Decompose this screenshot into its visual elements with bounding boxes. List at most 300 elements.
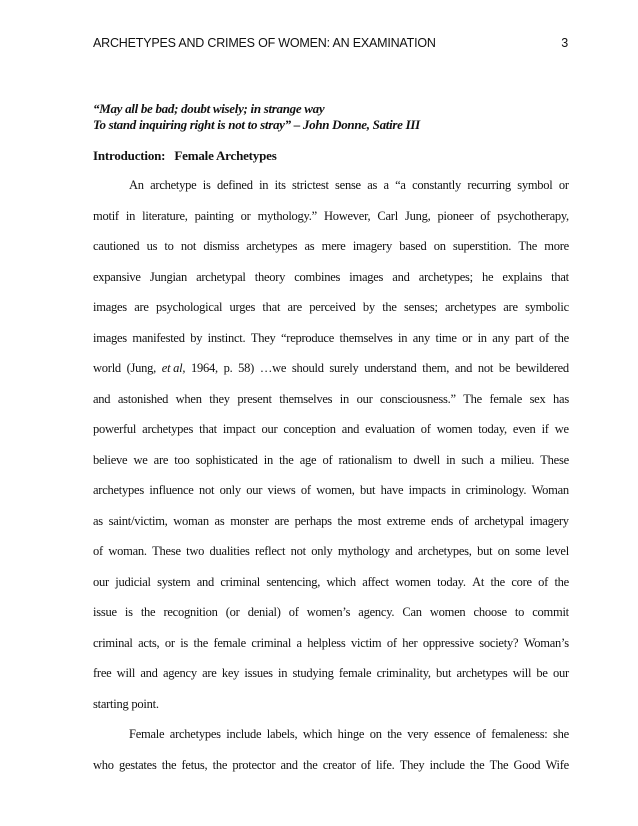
word: protector xyxy=(232,757,276,772)
word: They xyxy=(399,757,425,772)
word: influence xyxy=(149,483,194,497)
word: the xyxy=(382,300,397,314)
word: are xyxy=(134,300,149,314)
word: the xyxy=(337,513,353,528)
epigraph xyxy=(93,101,573,133)
word: of xyxy=(458,513,469,528)
word: motif xyxy=(93,208,119,223)
word: that xyxy=(262,300,281,314)
word: woman xyxy=(173,513,209,528)
word: criminality, xyxy=(376,666,431,680)
word: or xyxy=(240,208,251,223)
word: criminology. xyxy=(465,483,527,497)
word: system xyxy=(157,574,191,589)
word: the xyxy=(140,605,156,619)
word: woman. xyxy=(108,544,147,558)
word: These xyxy=(152,544,181,558)
word: the xyxy=(490,574,505,589)
word: expansive xyxy=(93,269,141,284)
word: criminal xyxy=(251,635,292,650)
word: recurring xyxy=(467,178,511,192)
word: include xyxy=(226,727,262,741)
word: dwell xyxy=(413,452,440,467)
body-line xyxy=(93,325,569,356)
word: acts, xyxy=(138,635,160,650)
word: archetypes; xyxy=(418,269,473,284)
word: Wife xyxy=(545,757,569,772)
word: views xyxy=(267,483,296,497)
word: saint/victim, xyxy=(108,513,168,528)
word: more xyxy=(544,239,569,253)
word: theory xyxy=(254,269,286,284)
word: are xyxy=(503,300,518,314)
word: if xyxy=(541,422,549,436)
word: of xyxy=(386,635,397,650)
word: understand xyxy=(364,361,417,375)
page-number: 3 xyxy=(561,36,568,50)
word: studying xyxy=(292,666,334,680)
word: and xyxy=(93,391,111,406)
word: women xyxy=(429,605,466,619)
word: pioneer xyxy=(437,208,474,223)
word: not xyxy=(199,483,215,497)
word: are xyxy=(274,513,289,528)
word: judicial xyxy=(115,574,151,589)
word: monster xyxy=(230,513,269,528)
word: and xyxy=(140,666,158,680)
word: 58) xyxy=(238,361,255,375)
word: psychological xyxy=(156,300,223,314)
word: which xyxy=(326,574,356,589)
word: as xyxy=(214,513,225,528)
word: when xyxy=(175,391,202,406)
word: An xyxy=(129,178,144,192)
word: and xyxy=(392,269,410,284)
word: not xyxy=(477,361,494,375)
word: any xyxy=(492,330,510,345)
word: explains xyxy=(502,269,543,284)
word: of xyxy=(93,544,103,558)
word: in xyxy=(278,666,288,680)
word: archetypes xyxy=(142,422,194,436)
word: milieu. xyxy=(500,452,535,467)
word: astonished xyxy=(117,391,169,406)
word: such xyxy=(461,452,484,467)
word: are xyxy=(287,300,302,314)
word: our xyxy=(261,422,278,436)
word: impacts xyxy=(408,483,446,497)
word: agency. xyxy=(358,605,395,619)
word: mere xyxy=(321,239,346,253)
word: the xyxy=(302,757,318,772)
body-line xyxy=(93,599,569,630)
word: choose xyxy=(473,605,507,619)
word: life. xyxy=(375,757,395,772)
word: superstition. xyxy=(452,239,512,253)
word: the xyxy=(279,452,294,467)
word: archetypes xyxy=(456,666,508,680)
word: archetypes xyxy=(445,300,496,314)
word: The xyxy=(463,391,482,406)
word: key xyxy=(221,666,240,680)
word: and xyxy=(196,574,214,589)
word: gestates xyxy=(118,757,157,772)
word: themselves xyxy=(279,391,333,406)
word: of xyxy=(538,574,549,589)
word: too xyxy=(174,452,190,467)
word: are xyxy=(202,666,217,680)
word: today, xyxy=(478,422,507,436)
word: imagery xyxy=(352,239,393,253)
word: rationalism xyxy=(338,452,392,467)
word: urges xyxy=(229,300,256,314)
word: manifested xyxy=(132,330,185,345)
word: The xyxy=(489,757,509,772)
word: sophisticated xyxy=(195,452,258,467)
word: is xyxy=(180,635,189,650)
word: society? xyxy=(479,635,519,650)
word: of xyxy=(300,483,311,497)
word: Can xyxy=(402,605,422,619)
body-line xyxy=(93,538,569,569)
word: defined xyxy=(216,178,253,192)
word: mythology.” xyxy=(257,208,317,223)
word: female xyxy=(213,635,246,650)
word: them, xyxy=(422,361,450,375)
word: and xyxy=(395,544,413,558)
word: have xyxy=(380,483,404,497)
word: essence xyxy=(433,727,471,741)
word: that xyxy=(551,269,569,284)
word: of xyxy=(360,757,371,772)
word: or xyxy=(558,178,569,192)
word: time xyxy=(435,330,457,345)
word: as xyxy=(367,178,378,192)
word: “a xyxy=(395,178,406,192)
word: in xyxy=(451,483,461,497)
word: believe xyxy=(93,452,128,467)
word: powerful xyxy=(93,422,137,436)
word: These xyxy=(540,452,569,467)
word: “reproduce xyxy=(280,330,335,345)
word: …we xyxy=(259,361,287,375)
word: archetypal xyxy=(474,513,524,528)
word: helpless xyxy=(307,635,346,650)
word: as xyxy=(93,513,103,528)
word: sex xyxy=(529,391,546,406)
word: but xyxy=(436,666,452,680)
word: of xyxy=(288,605,299,619)
body-line xyxy=(93,233,569,264)
word: even xyxy=(512,422,536,436)
word: they xyxy=(209,391,230,406)
word: psychotherapy, xyxy=(497,208,569,223)
word: or xyxy=(462,330,473,345)
word: she xyxy=(553,727,569,741)
word: based xyxy=(399,239,427,253)
word: bewildered xyxy=(515,361,569,375)
word: conception xyxy=(283,422,336,436)
word: archetypes xyxy=(169,727,221,741)
word: Carl xyxy=(377,208,398,223)
body-line xyxy=(93,355,569,386)
word: dismiss xyxy=(203,239,240,253)
word: images xyxy=(349,269,384,284)
word: will xyxy=(116,666,136,680)
body-line xyxy=(93,477,569,508)
word: our xyxy=(356,391,373,406)
word: images xyxy=(93,330,127,345)
word: themselves xyxy=(339,330,393,345)
epigraph-line-1: “May all be bad; doubt wisely; in strange way xyxy=(93,101,325,116)
body-text xyxy=(93,172,569,782)
word: hinge xyxy=(337,727,365,741)
word: reflect xyxy=(255,544,286,558)
word: perceived xyxy=(309,300,356,314)
word: most xyxy=(357,513,382,528)
word: the xyxy=(554,330,569,345)
word: symbolic xyxy=(525,300,569,314)
word: archetypes, xyxy=(417,544,472,558)
word: surely xyxy=(329,361,359,375)
section-heading: Introduction: Female Archetypes xyxy=(93,148,277,163)
word: the xyxy=(387,727,402,741)
word: issues xyxy=(244,666,273,680)
word: not xyxy=(180,239,197,253)
word: The xyxy=(518,239,538,253)
word: its xyxy=(274,178,286,192)
word: Good xyxy=(513,757,541,772)
word: senses; xyxy=(404,300,438,314)
word: Jungian xyxy=(149,269,187,284)
word: in xyxy=(477,330,487,345)
word: only xyxy=(219,483,241,497)
body-line xyxy=(93,386,569,417)
word: instinct. xyxy=(207,330,246,345)
word: by xyxy=(362,300,375,314)
word: to xyxy=(398,452,408,467)
word: our xyxy=(93,574,109,589)
word: by xyxy=(190,330,203,345)
word: consciousness.” xyxy=(380,391,456,406)
body-line xyxy=(93,752,569,783)
word: impact xyxy=(222,422,256,436)
word: are xyxy=(153,452,169,467)
word: is xyxy=(124,605,133,619)
running-title: ARCHETYPES AND CRIMES OF WOMEN: AN EXAMINATION xyxy=(93,36,436,50)
word: (or xyxy=(225,605,240,619)
word: we xyxy=(554,422,569,436)
word: recognition xyxy=(163,605,218,619)
word: he xyxy=(481,269,494,284)
word: dualities xyxy=(209,544,250,558)
word: has xyxy=(553,391,569,406)
body-line: starting point. xyxy=(93,696,159,711)
word: sentencing, xyxy=(266,574,321,589)
epigraph-line-2: To stand inquiring right is not to stray” – John Donne, Satire III xyxy=(93,117,420,132)
word: be xyxy=(498,361,511,375)
word: Woman’s xyxy=(523,635,569,650)
word: as xyxy=(304,239,315,253)
word: of xyxy=(475,727,486,741)
word: core xyxy=(511,574,532,589)
word: our xyxy=(246,483,263,497)
body-line xyxy=(93,294,569,325)
word: to xyxy=(514,605,525,619)
word: a xyxy=(383,178,389,192)
word: on xyxy=(497,544,510,558)
word: However, xyxy=(323,208,371,223)
word: to xyxy=(164,239,174,253)
word: Female xyxy=(129,727,165,741)
word: At xyxy=(472,574,485,589)
word: of xyxy=(538,330,549,345)
word: not xyxy=(290,544,306,558)
body-line xyxy=(93,203,569,234)
word: free xyxy=(93,666,112,680)
word: et al, xyxy=(161,361,186,375)
word: very xyxy=(407,727,429,741)
word: ends xyxy=(431,513,453,528)
word: or xyxy=(164,635,175,650)
word: 1964, xyxy=(190,361,218,375)
body-line xyxy=(93,264,569,295)
body-line xyxy=(93,630,569,661)
body-line xyxy=(93,569,569,600)
word: level xyxy=(545,544,569,558)
word: part xyxy=(515,330,534,345)
word: a xyxy=(489,452,495,467)
body-line xyxy=(93,172,569,203)
word: criminal xyxy=(220,574,260,589)
word: of xyxy=(480,208,491,223)
word: her xyxy=(402,635,418,650)
word: age xyxy=(299,452,317,467)
word: on xyxy=(433,239,446,253)
word: in xyxy=(125,208,136,223)
word: Woman xyxy=(531,483,569,497)
word: symbol xyxy=(517,178,553,192)
word: They xyxy=(250,330,276,345)
word: we xyxy=(133,452,148,467)
word: today. xyxy=(437,574,466,589)
word: the xyxy=(161,757,177,772)
word: painting xyxy=(194,208,234,223)
word: in xyxy=(398,330,408,345)
word: sense xyxy=(335,178,361,192)
word: in xyxy=(263,452,273,467)
word: in xyxy=(339,391,350,406)
word: p. xyxy=(223,361,233,375)
word: two xyxy=(186,544,205,558)
word: (Jung, xyxy=(126,361,157,375)
word: our xyxy=(552,666,569,680)
word: archetype xyxy=(150,178,197,192)
word: which xyxy=(302,727,333,741)
word: the xyxy=(554,574,569,589)
word: fetus, xyxy=(181,757,208,772)
word: oppressive xyxy=(422,635,474,650)
word: any xyxy=(412,330,431,345)
body-line xyxy=(93,447,569,478)
word: extreme xyxy=(386,513,426,528)
body-line xyxy=(93,660,569,691)
word: and xyxy=(341,422,360,436)
word: world xyxy=(93,361,121,375)
word: victim xyxy=(350,635,382,650)
word: denial) xyxy=(247,605,281,619)
word: literature, xyxy=(142,208,188,223)
word: include xyxy=(429,757,465,772)
body-line xyxy=(93,416,569,447)
word: evaluation xyxy=(365,422,415,436)
word: of xyxy=(322,452,333,467)
word: a xyxy=(296,635,302,650)
word: female xyxy=(338,666,372,680)
word: constantly xyxy=(412,178,461,192)
word: issue xyxy=(93,605,117,619)
word: affect xyxy=(362,574,389,589)
word: female xyxy=(489,391,523,406)
word: archetypal xyxy=(196,269,246,284)
word: women xyxy=(395,574,431,589)
word: archetypes xyxy=(246,239,298,253)
word: the xyxy=(469,757,485,772)
word: us xyxy=(146,239,158,253)
word: creator xyxy=(322,757,356,772)
word: images xyxy=(93,300,127,314)
word: combines xyxy=(294,269,341,284)
word: who xyxy=(93,757,114,772)
body-line xyxy=(93,508,569,539)
word: femaleness: xyxy=(491,727,548,741)
word: but xyxy=(477,544,493,558)
running-header xyxy=(93,36,568,50)
word: women xyxy=(436,422,473,436)
word: be xyxy=(536,666,548,680)
word: that xyxy=(199,422,217,436)
word: women, xyxy=(316,483,355,497)
word: in xyxy=(446,452,456,467)
word: but xyxy=(360,483,376,497)
word: mythology xyxy=(337,544,390,558)
word: imagery xyxy=(529,513,569,528)
word: Jung, xyxy=(404,208,431,223)
word: some xyxy=(515,544,541,558)
word: archetypes xyxy=(93,483,144,497)
word: commit xyxy=(532,605,569,619)
word: and xyxy=(454,361,473,375)
word: agency xyxy=(162,666,197,680)
word: on xyxy=(369,727,382,741)
word: in xyxy=(259,178,269,192)
word: is xyxy=(202,178,211,192)
word: the xyxy=(212,757,228,772)
word: the xyxy=(193,635,209,650)
word: should xyxy=(291,361,324,375)
word: strictest xyxy=(292,178,329,192)
word: criminal xyxy=(93,635,133,650)
word: labels, xyxy=(266,727,298,741)
word: women’s xyxy=(306,605,351,619)
body-line xyxy=(93,721,569,752)
word: present xyxy=(237,391,272,406)
word: perhaps xyxy=(294,513,332,528)
word: and xyxy=(280,757,298,772)
word: only xyxy=(311,544,333,558)
word: cautioned xyxy=(93,239,140,253)
word: will xyxy=(512,666,532,680)
